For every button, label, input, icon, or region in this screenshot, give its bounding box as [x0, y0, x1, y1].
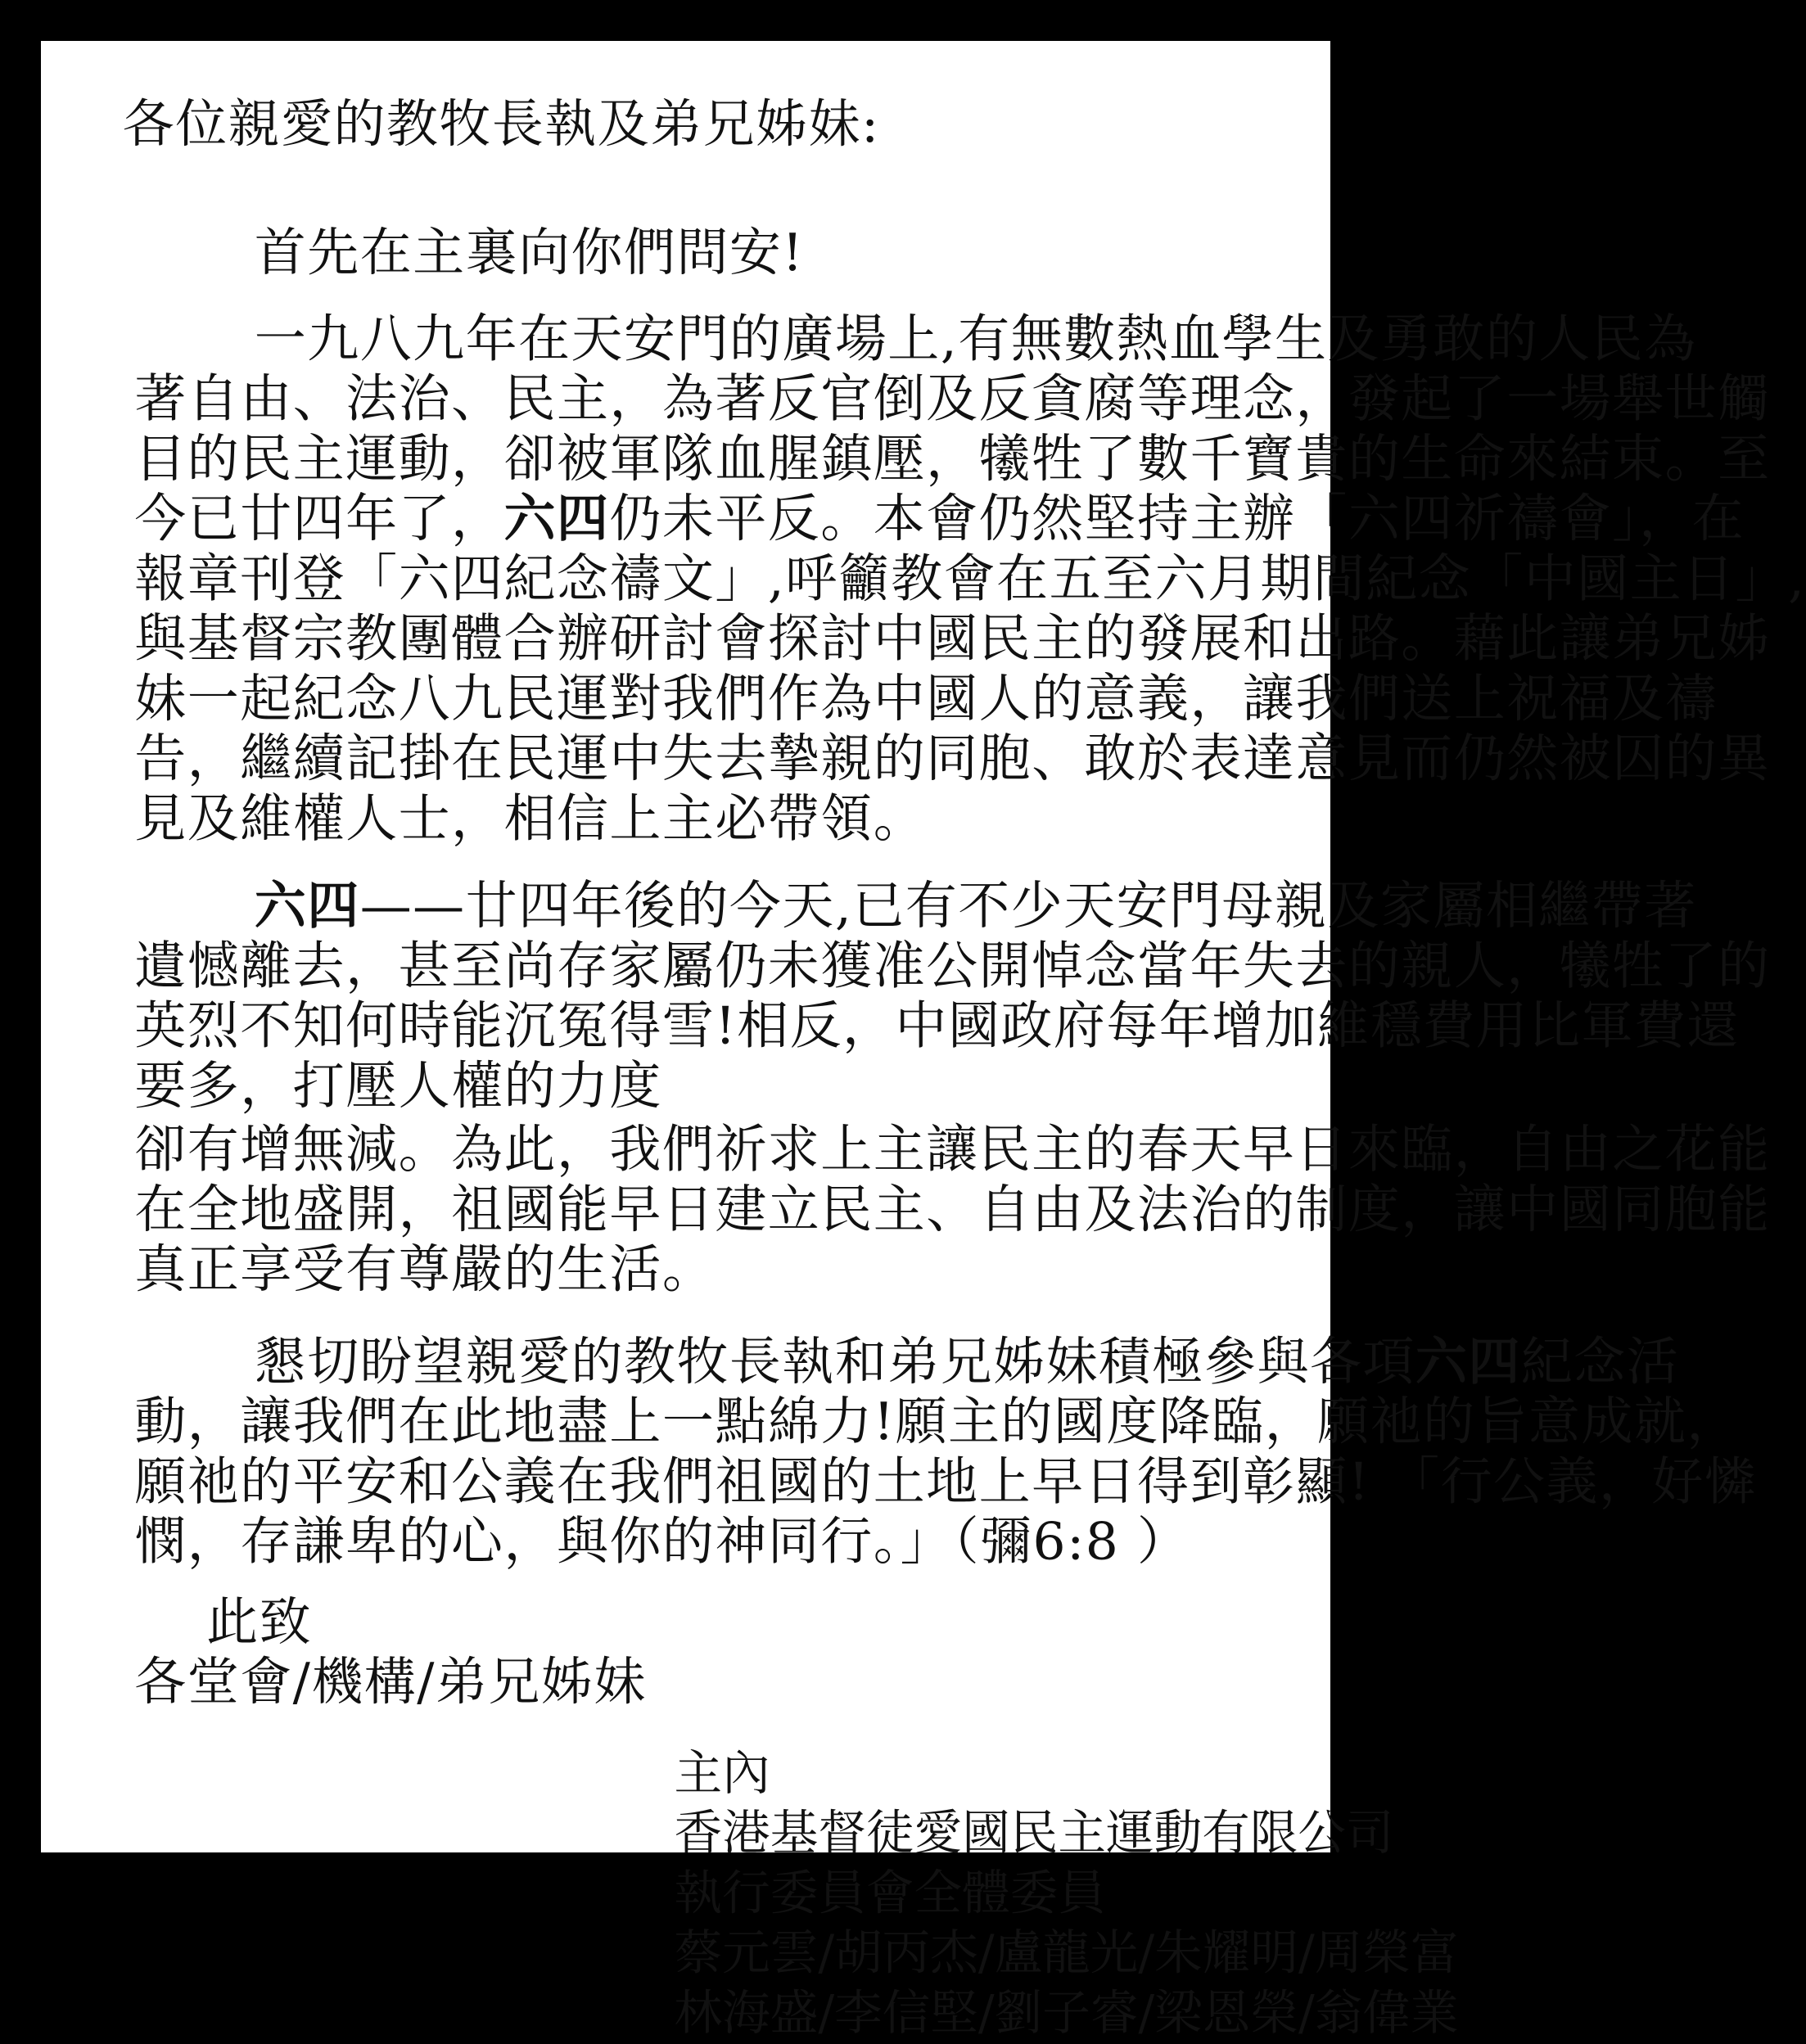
- paragraph-3-line-2: 動，讓我們在此地盡上一點綿力!願主的國度降臨，願祂的旨意成就，: [134, 1392, 1740, 1453]
- greeting: 首先在主裏向你們問安!: [254, 223, 805, 283]
- letter-page: [41, 41, 1806, 2042]
- paragraph-1-line-6: 與基督宗教團體合辦研討會探討中國民主的發展和出路。藉此讓弟兄姊: [134, 609, 1771, 670]
- paragraph-3-line-1-pre: 懇切盼望親愛的教牧長執和弟兄姊妹積極參與各項: [254, 1332, 1415, 1393]
- paragraph-3-line-1: [254, 1330, 1680, 1395]
- signature-organization: 香港基督徒愛國民主運動有限公司: [674, 1806, 1394, 1861]
- signature-committee: 執行委員會全體委員: [674, 1866, 1106, 1922]
- paragraph-2-line-2: 遺憾離去，甚至尚存家屬仍未獲准公開悼念當年失去的親人，犧牲了的: [134, 936, 1771, 997]
- signature-members-line-1: 蔡元雲/胡丙杰/盧龍光/朱耀明/周榮富: [674, 1925, 1459, 1982]
- closing-ci-zhi: 此致: [206, 1592, 313, 1653]
- paragraph-1-line-5: 報章刊登「六四紀念禱文」,呼籲教會在五至六月期間紀念「中國主日」,: [134, 549, 1806, 610]
- paragraph-2-line-1-bold: 六四: [254, 877, 360, 937]
- paragraph-3-line-1-post: 紀念活: [1520, 1332, 1680, 1393]
- paragraph-2-line-1-post: ——廿四年後的今天,已有不少天安門母親及家屬相繼帶著: [359, 877, 1697, 937]
- paragraph-1-line-4: [134, 487, 1745, 552]
- paragraph-2-line-3: 英烈不知何時能沉冤得雪!相反，中國政府每年增加維穩費用比軍費還: [134, 996, 1740, 1057]
- paragraph-1-line-3: 目的民主運動，卻被軍隊血腥鎮壓，犧牲了數千寶貴的生命來結束。至: [134, 429, 1771, 490]
- paragraph-1-line-4-bold: 六四: [503, 489, 610, 550]
- closing-recipients: 各堂會/機構/弟兄姊妹: [134, 1652, 647, 1713]
- paragraph-3-line-1-bold: 六四: [1415, 1332, 1521, 1393]
- paragraph-2-line-4: 要多，打壓人權的力度: [134, 1056, 662, 1117]
- salutation: 各位親愛的教牧長執及弟兄姊妹:: [122, 94, 880, 156]
- paragraph-1-line-8: 告，繼續記掛在民運中失去摯親的同胞、敢於表達意見而仍然被囚的異: [134, 729, 1771, 790]
- paragraph-1-line-9: 見及維權人士，相信上主必帶領。: [134, 789, 927, 850]
- paragraph-3-line-4: 憫，存謙卑的心，與你的神同行。」（彌6:8 ）: [134, 1512, 1190, 1572]
- paragraph-2-line-5: 卻有增無減。為此，我們祈求上主讓民主的春天早日來臨，自由之花能: [134, 1120, 1771, 1180]
- paragraph-2-line-6: 在全地盛開，祖國能早日建立民主、自由及法治的制度，讓中國同胞能: [134, 1180, 1771, 1240]
- signature-members-line-2: 林海盛/李信堅/劉子睿/梁恩榮/翁偉業: [674, 1986, 1459, 2042]
- paragraph-1-line-2: 著自由、法治、民主，為著反官倒及反貪腐等理念，發起了一場舉世觸: [134, 369, 1771, 430]
- signature-zhu-nei: 主內: [674, 1746, 770, 1802]
- paragraph-2-line-7: 真正享受有尊嚴的生活。: [134, 1240, 716, 1301]
- paragraph-1-line-7: 妹一起紀念八九民運對我們作為中國人的意義，讓我們送上祝福及禱: [134, 669, 1718, 729]
- paragraph-3-line-3: 願祂的平安和公義在我們祖國的土地上早日得到彰顯! 「行公義，好憐: [134, 1452, 1758, 1513]
- paragraph-2-line-1: [254, 874, 1697, 939]
- paragraph-1-line-4-post: 仍未平反。本會仍然堅持主辦「六四祈禱會」，在: [609, 489, 1745, 550]
- paragraph-1-line-1: 一九八九年在天安門的廣場上,有無數熱血學生及勇敢的人民為: [254, 309, 1697, 370]
- paragraph-1-line-4-pre: 今已廿四年了，: [134, 489, 504, 550]
